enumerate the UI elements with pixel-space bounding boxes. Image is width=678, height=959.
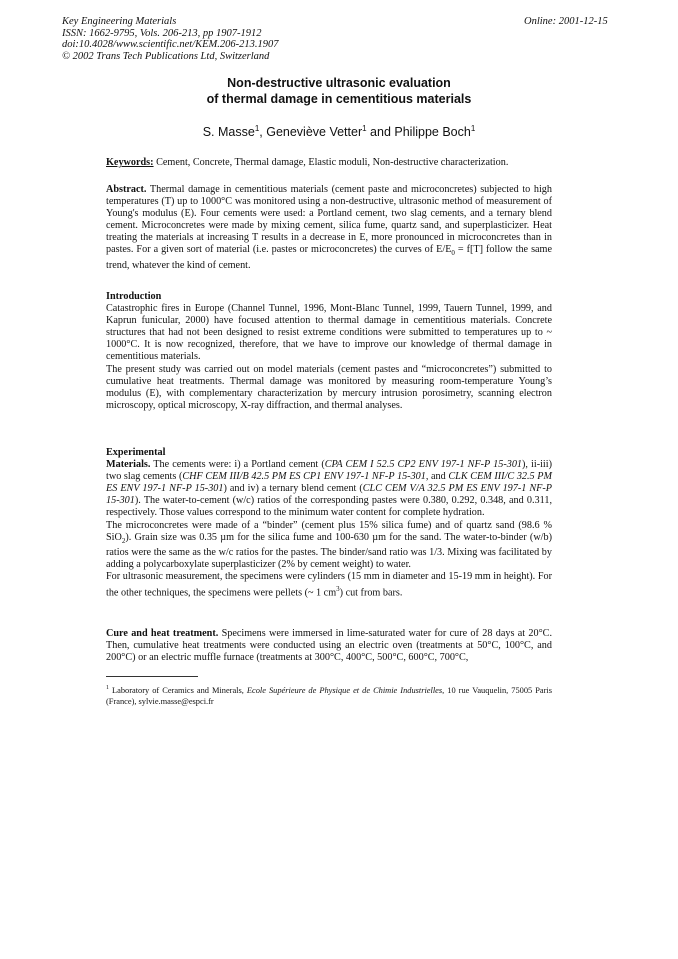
author-1-affiliation: 1: [254, 124, 260, 133]
footnote-divider: [106, 676, 198, 677]
title-line-1: Non-destructive ultrasonic evaluation: [227, 76, 451, 90]
author-3: Philippe Boch: [394, 125, 471, 140]
materials-label: Materials.: [106, 459, 151, 471]
author-separator: ,: [259, 125, 267, 140]
author-2: Geneviève Vetter: [266, 125, 363, 140]
materials-text: ). The water-to-cement (w/c) ratios of the corresponding pastes were 0.380, 0.292, 0.348, and 0.311, respectively. Those values correspond to the minimum water content for complete hydration.: [106, 495, 552, 519]
footnote-text: Laboratory of Ceramics and Minerals,: [109, 685, 247, 695]
experimental-heading: Experimental: [106, 447, 166, 458]
issn-line: ISSN: 1662-9795, Vols. 206-213, pp 1907-1912: [62, 27, 262, 39]
doi-line: doi:10.4028/www.scientific.net/KEM.206-213.1907: [62, 39, 279, 50]
cement-designation: CPA CEM I 52.5 CP2 ENV 197-1 NF-P 15-301: [324, 459, 523, 471]
cement-designation: CHF CEM III/B 42.5 PM ES CP1 ENV 197-1 NF-P 15-301: [182, 471, 426, 483]
copyright-line: © 2002 Trans Tech Publications Ltd, Switzerland: [62, 50, 270, 62]
keywords-section: [106, 157, 552, 169]
online-date: Online: 2001-12-15: [524, 16, 608, 27]
abstract-text: Thermal damage in cementitious materials (cement paste and microconcretes) subjected to high temperatures (T) up to 1000°C was monitored using a non-destructive, ultrasonic method of measurement of Young's modulus (E). Four cements were used: a Portland cement, two slag cements, and a ternary blend cement. Microconcretes were made by mixing cement, silica fume, quartz sand, and superplasticizer. Heat treating the materials at increasing T results in a decrease in E, more pronounced in microconcretes than in pastes. For a given sort of material (i.e. pastes or microconcretes) the curves of E/E: [106, 184, 552, 256]
materials-text: , and: [425, 471, 449, 483]
cure-label: Cure and heat treatment.: [106, 628, 219, 639]
cure-section: [106, 628, 552, 664]
silica-subscript: 2: [121, 536, 126, 545]
keywords-label: Keywords:: [106, 157, 154, 168]
footnote-address: , 10 rue Vauquelin, 75005 Paris (France), sylvie.masse@espci.fr: [106, 685, 553, 706]
journal-name: Key Engineering Materials: [62, 16, 177, 27]
paper-title: [62, 76, 616, 107]
abstract-label: Abstract.: [106, 184, 147, 195]
footnote: [106, 683, 552, 707]
abstract-section: [106, 184, 552, 272]
institution-name: Ecole Supérieure de Physique et de Chimie Industrielles: [246, 685, 443, 695]
introduction-paragraph-2: The present study was carried out on model materials (cement pastes and “microconcretes”) submitted to cumulative heat treatments. Thermal damage was monitored by measuring room-temperature Young’s modulus (E), with complementary characterization by mercury intrusion porosimetry, scanning electron microscopy, optical microscopy, X-ray diffraction, and thermal analyses.: [106, 363, 552, 411]
author-2-affiliation: 1: [362, 124, 367, 133]
cement-designation: CLK CEM III/C 32.5 PM ES ENV 197-1 NF-P 15-301: [106, 471, 552, 495]
cure-text: Specimens were immersed in lime-saturated water for cure of 28 days at 20°C. Then, cumulative heat treatments were conducted using an electric oven (treatments at 50°C, 100°C, and 200°C) or an electric muffle furnace (treatments at 300°C, 400°C, 500°C, 600°C, 700°C,: [106, 628, 552, 664]
cement-designation: CLC CEM V/A 32.5 PM ES ENV 197-1 NF-P 15-301: [106, 483, 552, 507]
journal-header: [62, 16, 279, 62]
specimen-paragraph: [106, 571, 552, 600]
author-1: S. Masse: [202, 125, 255, 140]
abstract-subscript: 0: [451, 249, 455, 258]
keywords-text: Cement, Concrete, Thermal damage, Elastic moduli, Non-destructive characterization.: [153, 157, 509, 168]
abstract-text-end: = f[T] follow the same trend, whatever the kind of cement.: [106, 244, 553, 271]
volume-superscript: 3: [336, 585, 340, 594]
microconcrete-text-end: ). Grain size was 0.35 µm for the silica fume and 100-630 µm for the sand. The water-to-binder (w/b) ratios were the same as the w/c ratios for the pastes. The binder/sand ratio was 1/3. Mixing was facilitated by adding a polycarboxylate superplasticizer (2% by cement weight) to water.: [106, 531, 552, 570]
materials-text: ) and iv) a ternary blend cement (: [223, 483, 363, 495]
author-list: [62, 124, 616, 139]
title-line-2: of thermal damage in cementitious materials: [206, 91, 472, 106]
materials-text: ), ii-iii) two slag cements (: [106, 459, 552, 483]
experimental-section: [106, 447, 552, 600]
author-separator: and: [366, 125, 395, 140]
materials-paragraph: [106, 459, 552, 519]
introduction-section: [106, 291, 552, 412]
introduction-paragraph-1: Catastrophic fires in Europe (Channel Tunnel, 1996, Mont-Blanc Tunnel, 1999, Tauern Tunnel, 1999, and Kaprun funicular, 2000) have focused attention to thermal damage in cementitious materials. Concrete structures that had not been designed to resist extreme conditions were submitted to temperatures up to ~ 1000°C. It is now recognized, therefore, that we have to improve our knowledge of thermal damage in cementitious materials.: [106, 303, 552, 363]
footnote-marker: 1: [106, 685, 109, 691]
introduction-heading: Introduction: [106, 291, 162, 302]
microconcrete-paragraph: [106, 520, 552, 571]
microconcrete-text: The microconcretes were made of a “binder” (cement plus 15% silica fume) and of quartz sand (98.6 % SiO: [106, 519, 552, 543]
author-3-affiliation: 1: [470, 124, 476, 133]
specimen-text-end: ) cut from bars.: [339, 587, 403, 599]
specimen-text: For ultrasonic measurement, the specimens were cylinders (15 mm in diameter and 15-19 mm in height). For the other techniques, the specimens were pellets (~ 1 cm: [106, 570, 552, 599]
materials-text: The cements were: i) a Portland cement (: [150, 459, 325, 471]
